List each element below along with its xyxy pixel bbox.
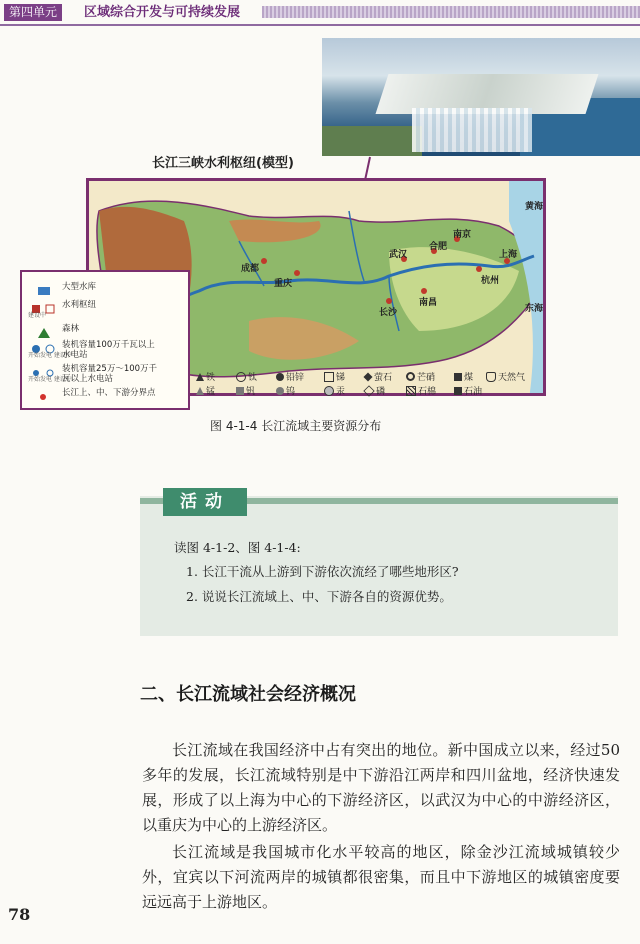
section-heading: 二、长江流域社会经济概况 bbox=[140, 684, 356, 705]
square-icon bbox=[236, 387, 244, 395]
legend-medium-hydro: 开始发电 建设中 装机容量25万～100万千瓦以上水电站 bbox=[28, 364, 158, 384]
mineral-mirabilite: 芒硝 bbox=[406, 370, 435, 383]
three-gorges-photo bbox=[322, 38, 640, 156]
map-legend bbox=[20, 270, 190, 410]
reservoir-icon bbox=[28, 285, 58, 297]
map-label-hangzhou: 杭州 bbox=[481, 276, 500, 286]
unit-label: 第四单元 bbox=[4, 4, 62, 21]
figure-caption: 图 4-1-4 长江流域主要资源分布 bbox=[210, 419, 382, 433]
body-paragraph: 长江流域在我国经济中占有突出的地位。新中国成立以来，经过50多年的发展，长江流域特别是中下游沿江两岸和四川盆地，经济快速发展，形成了以上海为中心的下游经济区，以武汉为中心的中游经济区，以重庆为中心的上游经济区。 bbox=[142, 741, 620, 834]
circle-icon bbox=[276, 387, 284, 395]
page-header bbox=[0, 0, 640, 26]
legend-boundary-point: 长江上、中、下游分界点 bbox=[28, 388, 162, 402]
circle-icon bbox=[406, 372, 415, 381]
activity-question: 1. 长江干流从上游到下游依次流经了哪些地形区? bbox=[186, 564, 459, 579]
header-divider bbox=[0, 24, 640, 26]
photo-land bbox=[322, 126, 422, 156]
photo-caption: 长江三峡水利枢纽(模型) bbox=[152, 156, 294, 171]
map-label-chengdu: 成都 bbox=[241, 264, 260, 274]
mineral-tungsten: 钨 bbox=[276, 384, 295, 397]
circle-icon bbox=[276, 373, 284, 381]
legend-hydro-hub: 建设中 水利枢纽 bbox=[28, 300, 97, 319]
activity-title: 活动 bbox=[163, 488, 247, 516]
triangle-icon bbox=[196, 373, 204, 381]
map-label-east-sea: 东海 bbox=[525, 304, 544, 314]
header-decoration bbox=[262, 6, 640, 18]
square-icon bbox=[454, 387, 462, 395]
mineral-titanium: 钛 bbox=[236, 370, 257, 383]
map-label-shanghai: 上海 bbox=[499, 250, 518, 260]
legend-forest: 森林 bbox=[28, 324, 79, 338]
mineral-iron: 铁 bbox=[196, 370, 215, 383]
mineral-phosphorus: 磷 bbox=[364, 384, 385, 397]
square-icon bbox=[324, 372, 334, 382]
circle-icon bbox=[324, 386, 334, 396]
map-label-chongqing: 重庆 bbox=[274, 279, 293, 289]
photo-spillway bbox=[412, 108, 532, 152]
map-label-wuhan: 武汉 bbox=[389, 250, 408, 260]
mineral-petroleum: 石油 bbox=[454, 384, 482, 397]
activity-lead: 读图 4-1-2、图 4-1-4: bbox=[174, 540, 301, 555]
map-label-yellow-sea: 黄海 bbox=[525, 202, 544, 212]
triangle-icon bbox=[196, 387, 204, 395]
boundary-point-icon bbox=[28, 391, 58, 403]
mineral-lead-zinc: 铅锌 bbox=[276, 370, 304, 383]
legend-reservoir: 大型水库 bbox=[28, 282, 96, 296]
mineral-coal: 煤 bbox=[454, 370, 473, 383]
mineral-fluorite: 萤石 bbox=[364, 370, 392, 383]
circle-icon bbox=[236, 372, 246, 382]
flame-icon bbox=[486, 372, 496, 382]
activity-question: 2. 说说长江流域上、中、下游各自的资源优势。 bbox=[186, 589, 452, 604]
diamond-icon bbox=[363, 385, 374, 396]
forest-icon bbox=[28, 327, 58, 339]
square-icon bbox=[406, 386, 416, 396]
map-label-hefei: 合肥 bbox=[429, 242, 448, 252]
map-label-nanjing: 南京 bbox=[453, 230, 472, 240]
diamond-icon bbox=[363, 372, 372, 381]
legend-large-hydro: 开始发电 建设中 装机容量100万千瓦以上水电站 bbox=[28, 340, 155, 360]
mineral-mercury: 汞 bbox=[324, 384, 345, 397]
mineral-antimony: 锑 bbox=[324, 370, 345, 383]
mineral-vanadium: 钒 bbox=[236, 384, 255, 397]
map-label-nanchang: 南昌 bbox=[419, 298, 438, 308]
map-label-changsha: 长沙 bbox=[379, 308, 398, 318]
mineral-natural-gas: 天然气 bbox=[486, 370, 525, 383]
unit-title: 区域综合开发与可持续发展 bbox=[84, 5, 241, 20]
page-number: 78 bbox=[8, 905, 31, 924]
mineral-legend bbox=[196, 370, 526, 400]
body-paragraph: 长江流域是我国城市化水平较高的地区，除金沙江流域城镇较少外，宜宾以下河流两岸的城镇都很密集，而且中下游地区的城镇密度要远远高于上游地区。 bbox=[142, 843, 620, 911]
mineral-asbestos: 石棉 bbox=[406, 384, 436, 397]
square-icon bbox=[454, 373, 462, 381]
mineral-manganese: 锰 bbox=[196, 384, 215, 397]
